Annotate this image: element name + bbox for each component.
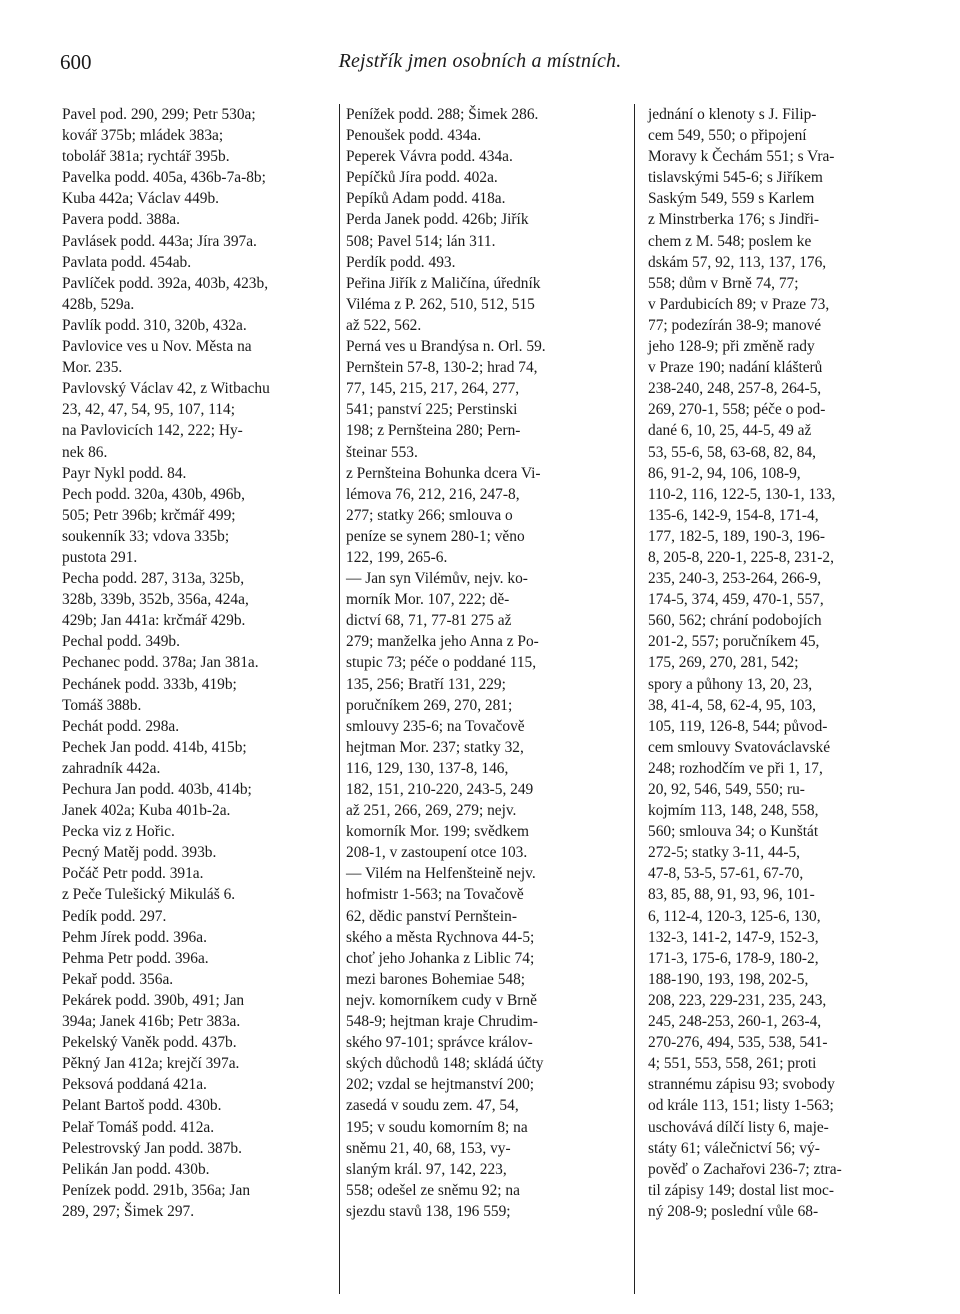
index-entry <box>62 948 336 969</box>
index-entry <box>62 737 336 779</box>
index-entry-line: Penízek podd. 291b, 356a; Jan <box>62 1181 251 1199</box>
index-entry-line: Janek 402a; Kuba 401b-2a. <box>62 802 231 820</box>
index-entry-line: Penížek podd. 288; Šimek 286. <box>346 106 539 123</box>
index-entry-line: ný 208-9; poslední vůle 68- <box>648 1202 819 1220</box>
index-entry <box>62 821 336 842</box>
index-entry-line: v Praze 190; nadání klášterů <box>648 359 823 377</box>
index-entry-line: 558; dům v Brně 74, 77; <box>648 274 799 292</box>
index-entry-line: hofmistr 1-563; na Tovačově <box>346 886 524 904</box>
index-entry <box>62 1095 336 1116</box>
index-column-2 <box>346 104 626 1222</box>
running-title: Rejstřík jmen osobních a místních. <box>338 50 622 72</box>
index-entry-line: Saským 549, 559 s Karlem <box>648 190 815 208</box>
index-entry-line: 208-1, v zastoupení otce 103. <box>346 844 528 862</box>
index-entry-line: ských důchodů 148; skládá účty <box>346 1055 544 1073</box>
index-entry-line: Pechal podd. 349b. <box>62 633 180 651</box>
index-entry-line: 110-2, 116, 122-5, 130-1, 133, <box>648 485 836 503</box>
index-entry-line: 62, dědic panství Pernštein- <box>346 907 517 925</box>
index-entry-line: 505; Petr 396b; krčmář 499; <box>62 506 236 524</box>
index-entry-line: Pelestrovský Jan podd. 387b. <box>62 1139 242 1157</box>
index-entry-line: 177, 182-5, 189, 190-3, 196- <box>648 527 825 545</box>
index-entry-line: 208, 223, 229-231, 235, 243, <box>648 991 827 1009</box>
index-entry <box>346 568 626 863</box>
index-entry <box>62 1032 336 1053</box>
index-entry-line: z Pernšteina Bohunka dcera Vi- <box>346 464 541 482</box>
index-entry-line: 289, 297; Šimek 297. <box>62 1202 195 1220</box>
index-entry-line: 272-5; statky 3-11, 44-5, <box>648 844 801 862</box>
index-entry-line: 245, 248-253, 260-1, 263-4, <box>648 1013 822 1031</box>
index-entry-line: 235, 240-3, 253-264, 266-9, <box>648 570 822 588</box>
index-entry <box>62 167 336 209</box>
index-entry-line: 201-2, 557; poručníkem 45, <box>648 633 820 651</box>
index-entry <box>346 463 626 568</box>
index-entry-line: spory a půhony 13, 20, 23, <box>648 675 813 693</box>
index-entry-line: 182, 151, 210-220, 243-5, 249 <box>346 781 534 798</box>
index-entry <box>648 104 898 1222</box>
index-entry-line: soukenník 33; vdova 335b; <box>62 527 230 545</box>
index-entry <box>62 1138 336 1159</box>
index-entry-line: 394a; Janek 416b; Petr 383a. <box>62 1013 241 1031</box>
index-entry-line: Pavlásek podd. 443a; Jíra 397a. <box>62 232 257 250</box>
index-entry-line: jeho 128-9; při změně rady <box>648 338 815 356</box>
index-entry-line: Pecha podd. 287, 313a, 325b, <box>62 570 245 588</box>
index-entry-line: mezi barones Bohemiae 548; <box>346 970 526 988</box>
index-entry-line: Pelař Tomáš podd. 412a. <box>62 1118 215 1136</box>
index-entry-line: Moravy k Čechám 551; s Vra- <box>648 148 835 166</box>
index-entry-line: 198; z Pernšteina 280; Pern- <box>346 422 521 440</box>
index-entry-line: nejv. komorníkem cudy v Brně <box>346 991 537 1009</box>
index-entry-line: 238-240, 248, 257-8, 264-5, <box>648 380 822 398</box>
index-entry-line: 548-9; hejtman kraje Chrudim- <box>346 1013 538 1031</box>
index-entry-line: Peřina Jiřík z Maličína, úředník <box>346 274 541 292</box>
index-entry-line: zasedá v soudu zem. 47, 54, <box>346 1097 519 1115</box>
index-entry-line: 558; odešel ze sněmu 92; na <box>346 1181 520 1199</box>
index-entry <box>62 990 336 1032</box>
index-entry-line: strannému zápisu 93; svobody <box>648 1076 835 1094</box>
index-entry-line: 20, 92, 546, 549, 550; ru- <box>648 781 805 798</box>
index-entry-line: smlouvy 235-6; na Tovačově <box>346 717 525 735</box>
index-entry-line: morník Mor. 107, 222; dě- <box>346 591 510 609</box>
index-entry-line: ského 97-101; správce králov- <box>346 1034 533 1052</box>
index-entry-line: stupic 73; péče o poddané 115, <box>346 654 537 672</box>
index-entry <box>346 336 626 357</box>
index-entry <box>346 188 626 209</box>
index-entry-line: z Minstrberka 176; s Jindři- <box>648 211 819 229</box>
index-entry-line: uschovává dílčí listy 6, maje- <box>648 1118 829 1136</box>
index-entry-line: Pekař podd. 356a. <box>62 970 174 988</box>
index-entry <box>62 231 336 252</box>
index-entry-line: tobolář 381a; rychtář 395b. <box>62 148 230 166</box>
column-divider <box>634 104 635 1294</box>
index-entry-line: Pavlíček podd. 392a, 403b, 423b, <box>62 274 269 292</box>
index-entry-line: ského a města Rychnova 44-5; <box>346 928 535 946</box>
index-entry-line: 328b, 339b, 352b, 356a, 424a, <box>62 591 249 609</box>
index-entry-line: 135-6, 142-9, 154-8, 171-4, <box>648 506 819 524</box>
index-entry <box>346 104 626 125</box>
index-entry-line: Pechek Jan podd. 414b, 415b; <box>62 738 247 756</box>
index-entry <box>62 484 336 568</box>
index-entry-line: Pavlovice ves u Nov. Města na <box>62 338 252 356</box>
index-entry-line: 560; smlouva 34; o Kunštát <box>648 823 819 841</box>
index-entry-line: Pepíků Adam podd. 418a. <box>346 190 506 208</box>
index-entry-line: Penoušek podd. 434a. <box>346 127 482 145</box>
index-entry-line: Pavera podd. 388a. <box>62 211 180 229</box>
index-entry-line: Pavel pod. 290, 299; Petr 530a; <box>62 106 256 123</box>
index-entry-line: Pelant Bartoš podd. 430b. <box>62 1097 222 1115</box>
index-entry-line: komorník Mor. 199; svědkem <box>346 823 529 841</box>
index-entry-line: 248; rozhodčím ve při 1, 17, <box>648 759 823 777</box>
column-divider <box>339 104 340 1294</box>
index-entry-line: 47-8, 53-5, 57-61, 67-70, <box>648 865 804 883</box>
index-entry-line: Viléma z P. 262, 510, 512, 515 <box>346 295 535 313</box>
index-entry <box>62 779 336 821</box>
index-entry-line: Perda Janek podd. 426b; Jiřík <box>346 211 529 229</box>
index-entry-line: 135, 256; Bratří 131, 229; <box>346 675 506 693</box>
index-entry-line: až 251, 266, 269, 279; nejv. <box>346 802 517 820</box>
index-entry-line: 86, 91-2, 94, 106, 108-9, <box>648 464 801 482</box>
index-entry-line: 270-276, 494, 535, 538, 541- <box>648 1034 828 1052</box>
index-entry-line: Pechát podd. 298a. <box>62 717 180 735</box>
index-entry-line: peníze se synem 280-1; věno <box>346 527 525 545</box>
index-entry-line: Pernštein 57-8, 130-2; hrad 74, <box>346 359 538 377</box>
index-entry-line: 429b; Jan 441a: krčmář 429b. <box>62 612 246 630</box>
index-entry-line: až 522, 562. <box>346 316 422 334</box>
index-entry <box>62 927 336 948</box>
index-entry-line: — Jan syn Vilémův, nejv. ko- <box>346 570 528 588</box>
index-entry <box>346 357 626 462</box>
index-entry <box>346 209 626 251</box>
index-entry <box>62 969 336 990</box>
index-entry-line: 508; Pavel 514; lán 311. <box>346 232 496 250</box>
index-entry-line: Pechura Jan podd. 403b, 414b; <box>62 781 252 798</box>
index-entry-line: 195; v soudu komorním 8; na <box>346 1118 528 1136</box>
index-entry-line: nek 86. <box>62 443 108 461</box>
index-entry-line: 83, 85, 88, 91, 93, 96, 101- <box>648 886 815 904</box>
index-entry-line: Pedík podd. 297. <box>62 907 167 925</box>
index-entry <box>62 674 336 716</box>
index-entry-line: 428b, 529a. <box>62 295 135 313</box>
index-entry-line: cem 549, 550; o připojení <box>648 127 807 145</box>
index-entry-line: Pavelka podd. 405a, 436b-7a-8b; <box>62 169 266 187</box>
index-entry-line: Mor. 235. <box>62 359 123 377</box>
index-entry <box>62 336 336 378</box>
index-entry-line: 269, 270-1, 558; péče o pod- <box>648 401 826 419</box>
index-entry <box>62 884 336 905</box>
index-entry <box>62 716 336 737</box>
index-entry-line: — Vilém na Helfenšteině nejv. <box>346 865 536 883</box>
index-entry <box>346 273 626 336</box>
index-entry-line: z Peče Tulešický Mikuláš 6. <box>62 886 236 904</box>
index-entry-line: šteinar 553. <box>346 443 418 461</box>
index-entry <box>346 125 626 146</box>
index-entry-line: sněmu 21, 40, 68, 153, vy- <box>346 1139 511 1157</box>
index-entry-line: 8, 205-8, 220-1, 225-8, 231-2, <box>648 548 834 566</box>
index-entry-line: Peperek Vávra podd. 434a. <box>346 148 513 166</box>
index-entry-line: dané 6, 10, 25, 44-5, 49 až <box>648 422 812 440</box>
page-number: 600 <box>60 50 92 74</box>
index-entry <box>62 631 336 652</box>
index-entry-line: pověď o Zachařovi 236-7; ztra- <box>648 1160 842 1178</box>
index-entry-line: od krále 113, 151; listy 1-563; <box>648 1097 834 1115</box>
index-entry-line: hejtman Mor. 237; statky 32, <box>346 738 524 756</box>
index-entry-line: státy 61; válečnictví 56; vý- <box>648 1139 820 1157</box>
index-entry-line: slaným král. 97, 142, 223, <box>346 1160 507 1178</box>
index-entry-line: Pech podd. 320a, 430b, 496b, <box>62 485 245 503</box>
index-entry-line: Pechánek podd. 333b, 419b; <box>62 675 237 693</box>
index-entry <box>62 209 336 230</box>
index-entry-line: Peksová poddaná 421a. <box>62 1076 207 1094</box>
index-entry <box>62 842 336 863</box>
index-entry-line: chem z M. 548; poslem ke <box>648 232 812 250</box>
index-entry-line: 132-3, 141-2, 147-9, 152-3, <box>648 928 819 946</box>
index-entry-line: choť jeho Johanka z Liblic 74; <box>346 949 535 967</box>
index-entry-line: 202; vzdal se hejtmanství 200; <box>346 1076 535 1094</box>
index-entry-line: 105, 119, 126-8, 544; původ- <box>648 717 828 735</box>
index-entry <box>62 1053 336 1074</box>
index-entry-line: Pepíčků Jíra podd. 402a. <box>346 169 498 187</box>
index-entry-line: Pecný Matěj podd. 393b. <box>62 844 217 862</box>
index-entry-line: sjezdu stavů 138, 196 559; <box>346 1202 511 1220</box>
index-entry <box>62 273 336 315</box>
index-entry-line: Pavlovský Václav 42, z Witbachu <box>62 380 270 398</box>
index-entry-line: Počáč Petr podd. 391a. <box>62 865 204 883</box>
index-entry <box>62 906 336 927</box>
index-entry-line: 188-190, 193, 198, 202-5, <box>648 970 809 988</box>
index-entry-line: Pěkný Jan 412a; krejčí 397a. <box>62 1055 240 1073</box>
index-entry <box>62 1117 336 1138</box>
index-entry-line: 38, 41-4, 58, 62-4, 95, 103, <box>648 696 817 714</box>
index-entry-line: Pehm Jírek podd. 396a. <box>62 928 207 946</box>
index-column-1 <box>62 104 336 1222</box>
index-entry-line: Perná ves u Brandýsa n. Orl. 59. <box>346 338 546 356</box>
index-entry-line: 4; 551, 553, 558, 261; proti <box>648 1055 817 1073</box>
index-entry-line: 6, 112-4, 120-3, 125-6, 130, <box>648 907 821 925</box>
index-entry-line: 171-3, 175-6, 178-9, 180-2, <box>648 949 819 967</box>
index-entry-line: lémova 76, 212, 216, 247-8, <box>346 485 520 503</box>
index-entry-line: 175, 269, 270, 281, 542; <box>648 654 799 672</box>
index-entry-line: jednání o klenoty s J. Filip- <box>648 106 817 123</box>
index-entry-line: 77, 145, 215, 217, 264, 277, <box>346 380 520 398</box>
index-entry <box>62 252 336 273</box>
index-entry <box>62 315 336 336</box>
index-entry-line: dskám 57, 92, 113, 137, 176, <box>648 253 827 271</box>
index-entry <box>62 1180 336 1222</box>
index-entry-line: pustota 291. <box>62 548 138 566</box>
index-entry-line: 53, 55-6, 58, 63-68, 82, 84, <box>648 443 817 461</box>
index-entry-line: 541; panství 225; Perstinski <box>346 401 518 419</box>
index-entry-line: poručníkem 269, 270, 281; <box>346 696 513 714</box>
index-entry-line: Pekárek podd. 390b, 491; Jan <box>62 991 245 1009</box>
index-entry <box>62 1159 336 1180</box>
index-entry-line: 77; podezírán 38-9; manové <box>648 316 822 334</box>
index-entry-line: Perdík podd. 493. <box>346 253 456 271</box>
index-entry-line: kovář 375b; mládek 383a; <box>62 127 224 145</box>
index-entry-line: 560, 562; chrání podobojích <box>648 612 822 630</box>
index-entry-line: til zápisy 149; dostal list moc- <box>648 1181 834 1199</box>
index-entry <box>346 146 626 167</box>
index-entry <box>62 1074 336 1095</box>
index-entry-line: 277; statky 266; smlouva o <box>346 506 513 524</box>
index-entry <box>62 463 336 484</box>
index-entry-line: 279; manželka jeho Anna z Po- <box>346 633 539 651</box>
index-entry-line: Pavlík podd. 310, 320b, 432a. <box>62 316 247 334</box>
index-entry-line: kojmím 113, 148, 248, 558, <box>648 802 819 820</box>
index-entry <box>62 863 336 884</box>
index-entry-line: Pekelský Vaněk podd. 437b. <box>62 1034 237 1052</box>
index-entry-line: Tomáš 388b. <box>62 696 142 714</box>
index-entry-line: 23, 42, 47, 54, 95, 107, 114; <box>62 401 236 419</box>
index-entry-line: cem smlouvy Svatováclavské <box>648 738 831 756</box>
index-entry <box>62 104 336 167</box>
index-entry-line: v Pardubicích 89; v Praze 73, <box>648 295 830 313</box>
index-entry-line: Pavlata podd. 454ab. <box>62 253 192 271</box>
index-entry <box>62 378 336 462</box>
index-entry-line: tislavskými 545-6; s Jiříkem <box>648 169 823 187</box>
index-column-3 <box>648 104 898 1222</box>
index-entry-line: 122, 199, 265-6. <box>346 548 448 566</box>
index-entry-line: Pecka viz z Hořic. <box>62 823 175 841</box>
index-entry-line: Pelikán Jan podd. 430b. <box>62 1160 210 1178</box>
index-entry <box>62 652 336 673</box>
index-entry-line: Kuba 442a; Václav 449b. <box>62 190 220 208</box>
index-entry-line: Pehma Petr podd. 396a. <box>62 949 209 967</box>
index-entry <box>62 568 336 631</box>
index-entry-line: Payr Nykl podd. 84. <box>62 464 187 482</box>
index-entry-line: zahradník 442a. <box>62 759 161 777</box>
index-entry-line: 174-5, 374, 459, 470-1, 557, <box>648 591 824 609</box>
index-entry <box>346 863 626 1222</box>
index-entry <box>346 167 626 188</box>
index-entry-line: 116, 129, 130, 137-8, 146, <box>346 759 509 777</box>
index-entry <box>346 252 626 273</box>
index-entry-line: dictví 68, 71, 77-81 275 až <box>346 612 512 630</box>
index-entry-line: Pechanec podd. 378a; Jan 381a. <box>62 654 259 672</box>
index-entry-line: na Pavlovicích 142, 222; Hy- <box>62 422 243 440</box>
